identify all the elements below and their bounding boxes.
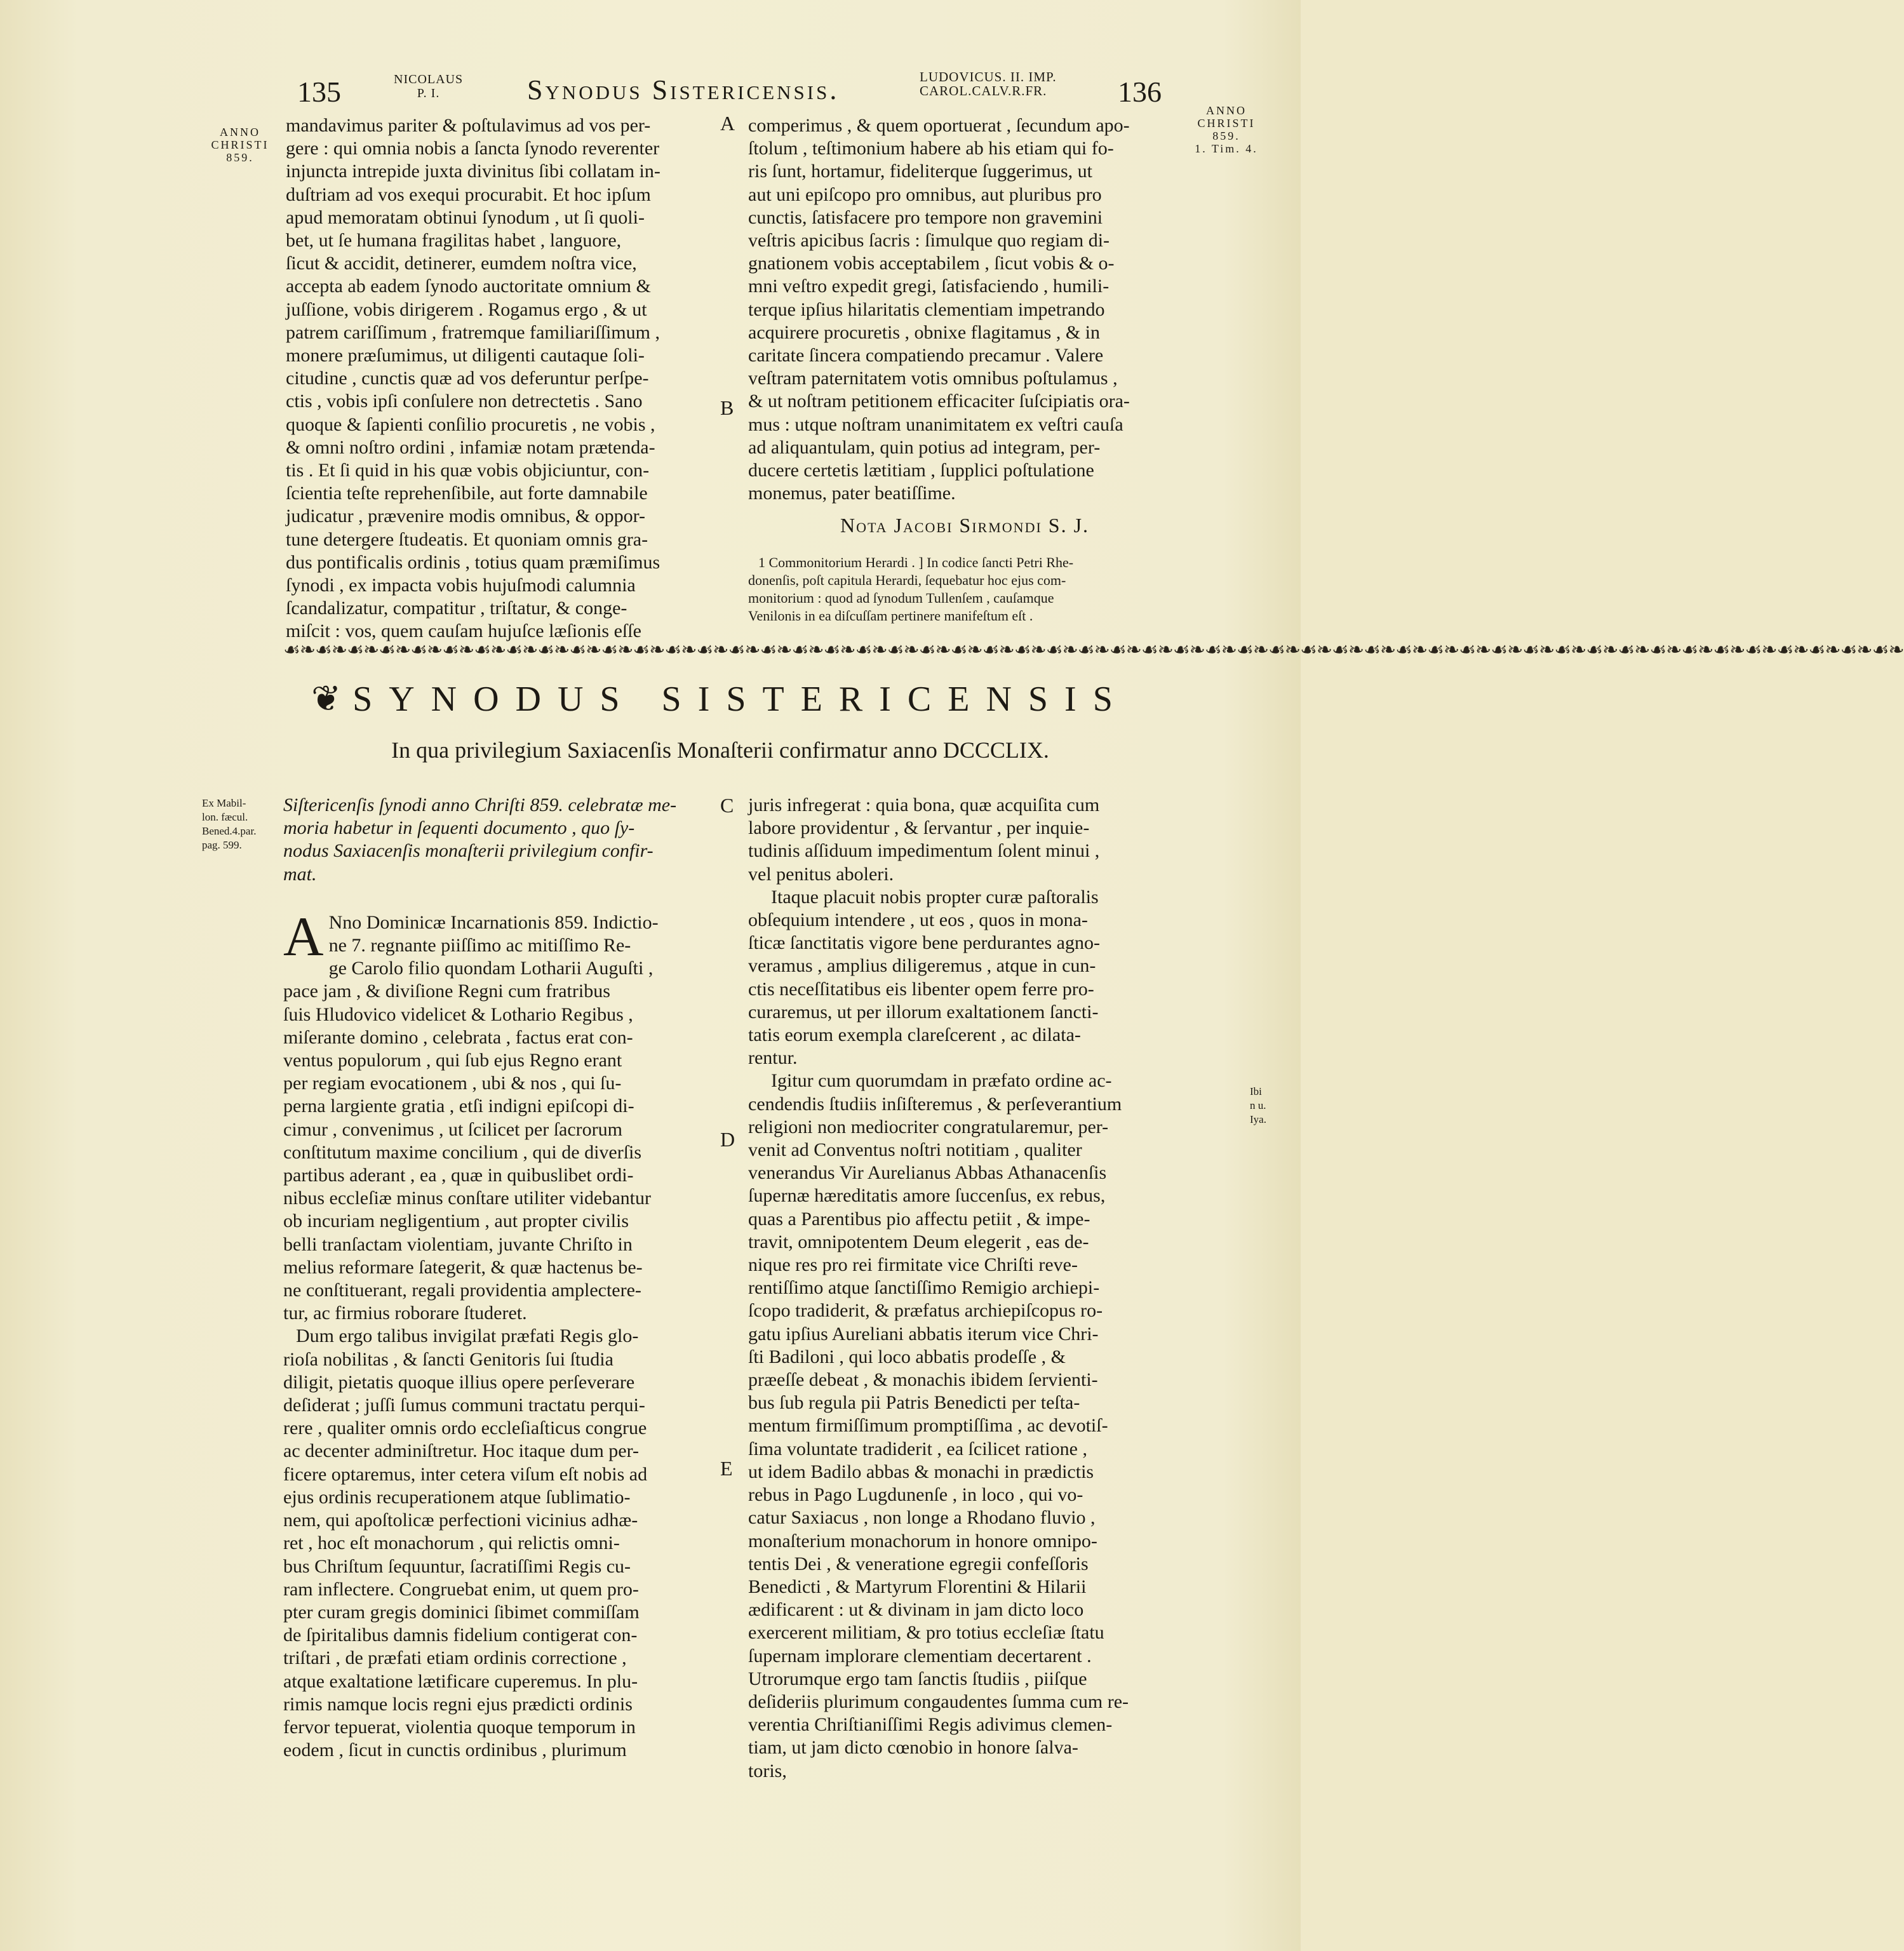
text-line: cendendis ſtudiis inſiſteremus , & perſeverantium — [748, 1093, 1122, 1115]
section-letter-e: E — [720, 1457, 733, 1480]
text-line: ram inflectere. Congruebat enim, ut quem pro- — [283, 1578, 639, 1600]
header-left-top: NICOLAUS — [394, 72, 464, 86]
text-line: Nno Dominicæ Incarnationis 859. Indictio- — [328, 911, 659, 933]
fleuron-icon: ❦ — [311, 680, 342, 719]
text-line: mandavimus pariter & poſtulavimus ad vos per- — [286, 115, 651, 136]
continuation-text — [748, 794, 1181, 886]
margin-source-1: Ex Mabil- — [202, 797, 246, 809]
margin-source-2: lon. fæcul. — [202, 811, 248, 823]
text-line: quoque & ſapienti conſilio procuretis , ne vobis , — [286, 413, 655, 435]
paragraph-igitur — [748, 1069, 1181, 1782]
text-line: juris infregerat : quia bona, quæ acquiſita cum — [748, 794, 1100, 815]
text-line: ſynodi , ex impacta vobis hujuſmodi calumnia — [286, 575, 636, 596]
text-line: ejus ordinis recuperationem atque ſublimatio- — [283, 1486, 631, 1508]
text-line: ut idem Badilo abbas & monachi in prædictis — [748, 1461, 1094, 1482]
margin-fragment-1: Ibi — [1250, 1085, 1262, 1097]
text-line: exercerent militiam, & pro totius eccleſiæ ſtatu — [748, 1622, 1104, 1644]
text-line: per regiam evocationem , ubi & nos , qui ſu- — [283, 1073, 622, 1094]
text-line: religioni non mediocriter congratularemur, per- — [748, 1116, 1109, 1137]
text-line: melius reformare ſategerit, & quæ hactenus be- — [283, 1256, 643, 1278]
text-line: mni veſtro expedit gregi, ſatisfaciendo , humili- — [748, 276, 1110, 297]
text-line: tatis eorum exempla clareſcerent , ac dilata- — [748, 1024, 1081, 1046]
margin-anno: ANNO — [1206, 104, 1247, 117]
text-line: ad aliquantulam, quin potius ad integram, per- — [748, 436, 1101, 458]
margin-anno: ANNO — [220, 126, 260, 138]
text-line: ſti Badiloni , qui loco abbatis prodeſſe , & — [748, 1346, 1066, 1367]
text-line: mentum firmiſſimum promptiſſima , ac devotiſ- — [748, 1415, 1108, 1437]
text-line: Siſtericenſis ſynodi anno Chriſti 859. celebratæ me- — [283, 794, 677, 815]
text-line: acquirere procuretis , obnixe flagitamus , & in — [748, 321, 1100, 343]
text-line: citudine , cunctis quæ ad vos deferuntur perſpe- — [286, 368, 649, 389]
text-line: monitorium : quod ad ſynodum Tullenſem , cauſamque — [748, 589, 1054, 606]
text-line: veſtram paternitatem votis omnibus poſtulamus , — [748, 368, 1118, 389]
text-line: ædificarent : ut & divinam in jam dicto loco — [748, 1599, 1084, 1621]
text-line: ficere optaremus, inter cetera viſum eſt nobis ad — [283, 1463, 648, 1485]
text-line: triſtari , de præfati etiam ordinis correctione , — [283, 1647, 627, 1669]
margin-year: 859. — [1212, 130, 1240, 142]
text-line: præeſſe debeat , & monachis ibidem ſervienti- — [748, 1369, 1098, 1391]
text-line: Venilonis in ea diſcuſſam pertinere manifeſtum eſt . — [748, 607, 1033, 624]
text-line: ob incuriam negligentium , aut propter civilis — [283, 1210, 629, 1232]
text-line: obſequium intendere , ut eos , quos in mona- — [748, 909, 1088, 931]
text-line: ret , hoc eſt monachorum , qui relictis omni- — [283, 1532, 620, 1554]
text-line: ſupernam implorare clementiam decertarent . — [748, 1645, 1092, 1666]
text-line: ſuis Hludovico videlicet & Lothario Regibus , — [283, 1003, 633, 1025]
text-line: tis . Et ſi quid in his quæ vobis objiciuntur, con- — [286, 460, 650, 481]
text-line: nem, qui apoſtolicæ perfectioni vicinius adhæ- — [283, 1510, 638, 1531]
text-line: miſerante domino , celebrata , factus erat con- — [283, 1026, 633, 1048]
paragraph-2-text — [283, 1325, 715, 1762]
text-line: 1 Commonitorium Herardi . ] In codice ſancti Petri Rhe- — [758, 554, 1074, 570]
text-line: ſtolum , teſtimonium habere ab his etiam qui fo- — [748, 138, 1114, 159]
text-line: moria habetur in ſequenti documento , quo ſy- — [283, 817, 635, 839]
text-line: ſupernæ hæreditatis amore ſuccenſus, ex rebus, — [748, 1185, 1106, 1207]
top-left-column — [286, 114, 713, 643]
text-line: cunctis, ſatisfacere pro tempore non gravemini — [748, 206, 1103, 228]
text-line: donenſis, poſt capitula Herardi, ſequebatur hoc ejus com- — [748, 572, 1066, 588]
text-line: rioſa nobilitas , & ſancti Genitoris ſui ſtudia — [283, 1348, 613, 1370]
text-line: pter curam gregis dominici ſibimet commiſſam — [283, 1601, 640, 1623]
page-number-left: 135 — [297, 76, 341, 108]
text-line: veſtris apicibus ſacris : ſimulque quo regiam di- — [748, 230, 1110, 251]
text-line: ſcientia teſte reprehenſibile, aut forte damnabile — [286, 483, 648, 504]
margin-fragment-2: n u. — [1250, 1099, 1266, 1111]
text-line: conſtitutum maxime concilium , qui de diverſis — [283, 1141, 642, 1163]
margin-year: 859. — [226, 151, 254, 164]
bottom-left-column — [283, 794, 715, 1762]
text-line: gere : qui omnia nobis a ſancta ſynodo reverenter — [286, 138, 660, 159]
text-line: deſideriis plurimum congaudentes ſumma cum re- — [748, 1691, 1129, 1712]
text-line: rentiſſimo atque ſanctiſſimo Remigio archiepi- — [748, 1277, 1100, 1299]
text-line: partibus aderant , ea , quæ in quibuslibet ordi- — [283, 1165, 634, 1186]
text-line: venit ad Conventus noſtri notitiam , qualiter — [748, 1139, 1082, 1161]
text-line: terque ipſius hilaritatis clementiam impetrando — [748, 298, 1105, 320]
text-line: & ut noſtram petitionem efficaciter ſuſcipiatis ora- — [748, 391, 1130, 412]
section-letter-d: D — [720, 1128, 735, 1151]
text-line: patrem cariſſimum , fratremque familiariſſimum , — [286, 321, 660, 343]
margin-reference: 1. Tim. 4. — [1195, 142, 1258, 155]
drop-cap: A — [283, 906, 324, 968]
text-line: mus : utque noſtram unanimitatem ex veſtri cauſa — [748, 413, 1123, 435]
margin-note-left-lower — [202, 796, 281, 852]
text-line: monemus, pater beatiſſime. — [748, 483, 956, 504]
text-line: miſcit : vos, quem cauſam hujuſce læſionis eſſe — [286, 620, 641, 642]
text-line: monaſterium monachorum in honore omnipo- — [748, 1530, 1097, 1552]
text-line: eodem , ſicut in cunctis ordinibus , plurimum — [283, 1740, 627, 1761]
text-line: mat. — [283, 863, 317, 885]
text-line: rimis namque locis regni ejus prædicti ordinis — [283, 1693, 633, 1715]
text-line: catur Saxiacus , non longe a Rhodano fluvio , — [748, 1507, 1096, 1529]
text-line: Igitur cum quorumdam in præfato ordine ac- — [771, 1070, 1112, 1092]
text-line: Itaque placuit nobis propter curæ paſtoralis — [771, 886, 1099, 908]
text-line: ne conſtituerant, regali providentia amplectere- — [283, 1280, 641, 1301]
text-line: judicatur , prævenire modis omnibus, & oppor- — [286, 506, 645, 527]
intro-text — [283, 794, 715, 886]
margin-christi: CHRISTI — [1197, 117, 1256, 130]
paragraph-1-text — [283, 906, 715, 1325]
text-line: monere præſumimus, ut diligenti cautaque ſoli- — [286, 345, 645, 366]
text-line: toris, — [748, 1760, 787, 1781]
margin-note-right-lower — [1250, 1085, 1288, 1127]
paragraph-itaque — [748, 886, 1181, 1070]
paragraph-1 — [283, 906, 715, 1325]
page-header — [0, 61, 1301, 112]
ornament-band: ☙❧☙❧☙❧☙❧☙❧☙❧☙❧☙❧☙❧☙❧☙❧☙❧☙❧☙❧☙❧☙❧☙❧☙❧☙❧☙❧☙❧☙❧☙❧☙❧☙❧☙❧☙❧☙❧☙❧☙❧☙❧☙❧☙❧☙❧☙❧☙❧☙❧☙❧☙❧☙❧☙❧☙❧☙❧☙❧☙❧☙❧☙❧☙❧☙❧☙❧☙❧ — [283, 640, 1904, 660]
main-title — [283, 678, 1157, 720]
text-line: verentia Chriſtianiſſimi Regis adivimus clemen- — [748, 1714, 1113, 1736]
text-line: ſticæ ſanctitatis vigore bene perdurantes agno- — [748, 932, 1100, 954]
header-right-bottom: CAROL.CALV.R.FR. — [920, 83, 1047, 98]
text-line: vel penitus aboleri. — [748, 863, 894, 885]
text-line: Utrorumque ergo tam ſanctis ſtudiis , piiſque — [748, 1668, 1087, 1689]
text-line: ſcopo tradiderit, & præfatus archiepiſcopus ro- — [748, 1300, 1103, 1322]
text-line: ac decenter adminiſtretur. Hoc itaque dum per- — [283, 1440, 639, 1462]
text-line: accepta ab eadem ſynodo auctoritate omnium & — [286, 276, 651, 297]
header-left-label — [394, 72, 463, 100]
bottom-right-column — [748, 794, 1181, 1783]
page-number-right: 136 — [1118, 76, 1162, 108]
margin-fragment-3: Iya. — [1250, 1113, 1266, 1125]
text-line: ducere certetis lætitiam , ſupplici poſtulatione — [748, 460, 1094, 481]
text-line: juſſione, vobis dirigerem . Rogamus ergo , & ut — [286, 298, 647, 320]
text-line: bet, ut ſe humana fragilitas habet , languore, — [286, 230, 622, 251]
text-line: nique res pro rei firmitate vice Chriſti reve- — [748, 1254, 1078, 1276]
margin-christi: CHRISTI — [211, 138, 269, 151]
text-line: tentis Dei , & veneratione egregii confeſſoris — [748, 1553, 1089, 1574]
text-line: travit, omnipotentem Deum elegerit , eas de- — [748, 1231, 1089, 1252]
text-line: venerandus Vir Aurelianus Abbas Athanacenſis — [748, 1162, 1107, 1184]
section-letter-a: A — [720, 112, 735, 135]
text-line: bus Chriſtum ſequuntur, ſacratiſſimi Regis cu- — [283, 1555, 631, 1577]
text-line: caritate ſincera compatiendo precamur . Valere — [748, 345, 1104, 366]
top-right-text — [748, 114, 1181, 505]
text-line: rentur. — [748, 1047, 798, 1069]
margin-note-right-top — [1185, 104, 1268, 155]
nota-title: Nota Jacobi Sirmondi S. J. — [840, 514, 1090, 537]
text-line: apud memoratam obtinui ſynodum , ut ſi quoli- — [286, 206, 645, 228]
text-line: rere , qualiter omnis ordo eccleſiaſticus congrue — [283, 1418, 647, 1439]
text-line: bus ſub regula pii Patris Benedicti per teſta- — [748, 1392, 1080, 1414]
text-line: nibus eccleſiæ minus conſtare utiliter videbantur — [283, 1188, 652, 1209]
text-line: gnationem vobis acceptabilem , ſicut vobis & o- — [748, 253, 1115, 274]
section-letter-c: C — [720, 794, 734, 817]
margin-source-4: pag. 599. — [202, 839, 242, 851]
text-line: perna largiente gratia , etſi indigni epiſcopi di- — [283, 1096, 634, 1117]
text-line: Benedicti , & Martyrum Florentini & Hilarii — [748, 1576, 1087, 1597]
text-line: quas a Parentibus pio affectu petiit , & impe- — [748, 1208, 1090, 1230]
text-line: pace jam , & diviſione Regni cum fratribus — [283, 981, 610, 1002]
text-line: ne 7. regnante piiſſimo ac mitiſſimo Re- — [328, 935, 631, 956]
text-line: fervor tepuerat, violentia quoque temporum in — [283, 1716, 636, 1738]
text-line: tudinis aſſiduum impedimentum ſolent minui , — [748, 840, 1100, 862]
running-title: Synodus Sistericensis. — [527, 74, 840, 105]
text-line: Dum ergo talibus invigilat præfati Regis glo- — [296, 1325, 639, 1347]
text-line: ſicut & accidit, detinerer, eumdem noſtra vice, — [286, 253, 637, 274]
text-line: rebus in Pago Lugdunenſe , in loco , qui vo- — [748, 1484, 1083, 1506]
text-line: ctis neceſſitatibus eis libenter opem ferre pro- — [748, 978, 1094, 1000]
nota-text — [748, 554, 1181, 625]
text-line: tiam, ut jam dicto cœnobio in honore ſalva- — [748, 1737, 1078, 1759]
text-line: ctis , vobis ipſi conſulere non detrectetis . Sano — [286, 391, 643, 412]
text-line: veramus , amplius diligeremus , atque in cun- — [748, 955, 1096, 977]
text-line: deſiderat ; juſſi ſumus communi tractatu perqui- — [283, 1395, 645, 1416]
text-line: gatu ipſius Aureliani abbatis iterum vice Chri- — [748, 1323, 1099, 1344]
header-left-bottom: P. I. — [417, 86, 440, 100]
text-line: injuncta intrepide juxta divinitus ſibi collatam in- — [286, 161, 660, 182]
text-line: duſtriam ad vos exequi procurabit. Et hoc ipſum — [286, 184, 651, 205]
header-right-label — [920, 70, 1057, 98]
text-line: nodus Saxiacenſis monaſterii privilegium confir- — [283, 840, 654, 862]
text-line: diligit, pietatis quoque illius opere perſeverare — [283, 1371, 635, 1393]
text-line: cimur , convenimus , ut ſcilicet per ſacrorum — [283, 1118, 622, 1140]
text-line: ge Carolo filio quondam Lotharii Auguſti , — [328, 958, 654, 979]
text-line: de ſpiritalibus damnis fidelium contigerat con- — [283, 1625, 638, 1646]
text-line: labore providentur , & ſervantur , per inquie- — [748, 817, 1090, 839]
section-letter-b: B — [720, 396, 734, 419]
text-line: curaremus, ut per illorum exaltationem ſancti- — [748, 1001, 1099, 1022]
text-line: comperimus , & quem oportuerat , ſecundum apo- — [748, 115, 1130, 136]
margin-note-left-top — [202, 126, 278, 164]
main-title-text: SYNODUS SISTERICENSIS — [352, 680, 1129, 719]
text-line: dus pontificalis ordinis , totius quam præmiſimus — [286, 551, 660, 573]
margin-source-3: Bened.4.par. — [202, 825, 257, 837]
top-right-column — [748, 114, 1181, 625]
text-line: belli tranſactam violentiam, juvante Chriſto in — [283, 1233, 633, 1255]
subtitle: In qua privilegium Saxiacenſis Monaſterii confirmatur anno DCCCLIX. — [391, 737, 1049, 763]
text-line: tune detergere ſtudeatis. Et quoniam omnis gra- — [286, 528, 648, 550]
text-line: ventus populorum , qui ſub ejus Regno erant — [283, 1050, 622, 1071]
header-right-top: LUDOVICUS. II. IMP. — [920, 69, 1057, 84]
text-line: & omni noſtro ordini , infamiæ notam prætenda- — [286, 436, 655, 458]
text-line: aut uni epiſcopo pro omnibus, aut pluribus pro — [748, 184, 1102, 205]
text-line: ſcandalizatur, compatitur , triſtatur, & conge- — [286, 598, 627, 619]
text-line: tur, ac firmius roborare ſtuderet. — [283, 1303, 527, 1324]
text-line: ſima voluntate tradiderit , ea ſcilicet ratione , — [748, 1438, 1087, 1459]
text-line: atque exaltatione lætificare cuperemus. In plu- — [283, 1670, 638, 1692]
text-line: ris ſunt, hortamur, fideliterque ſuggerimus, ut — [748, 161, 1093, 182]
